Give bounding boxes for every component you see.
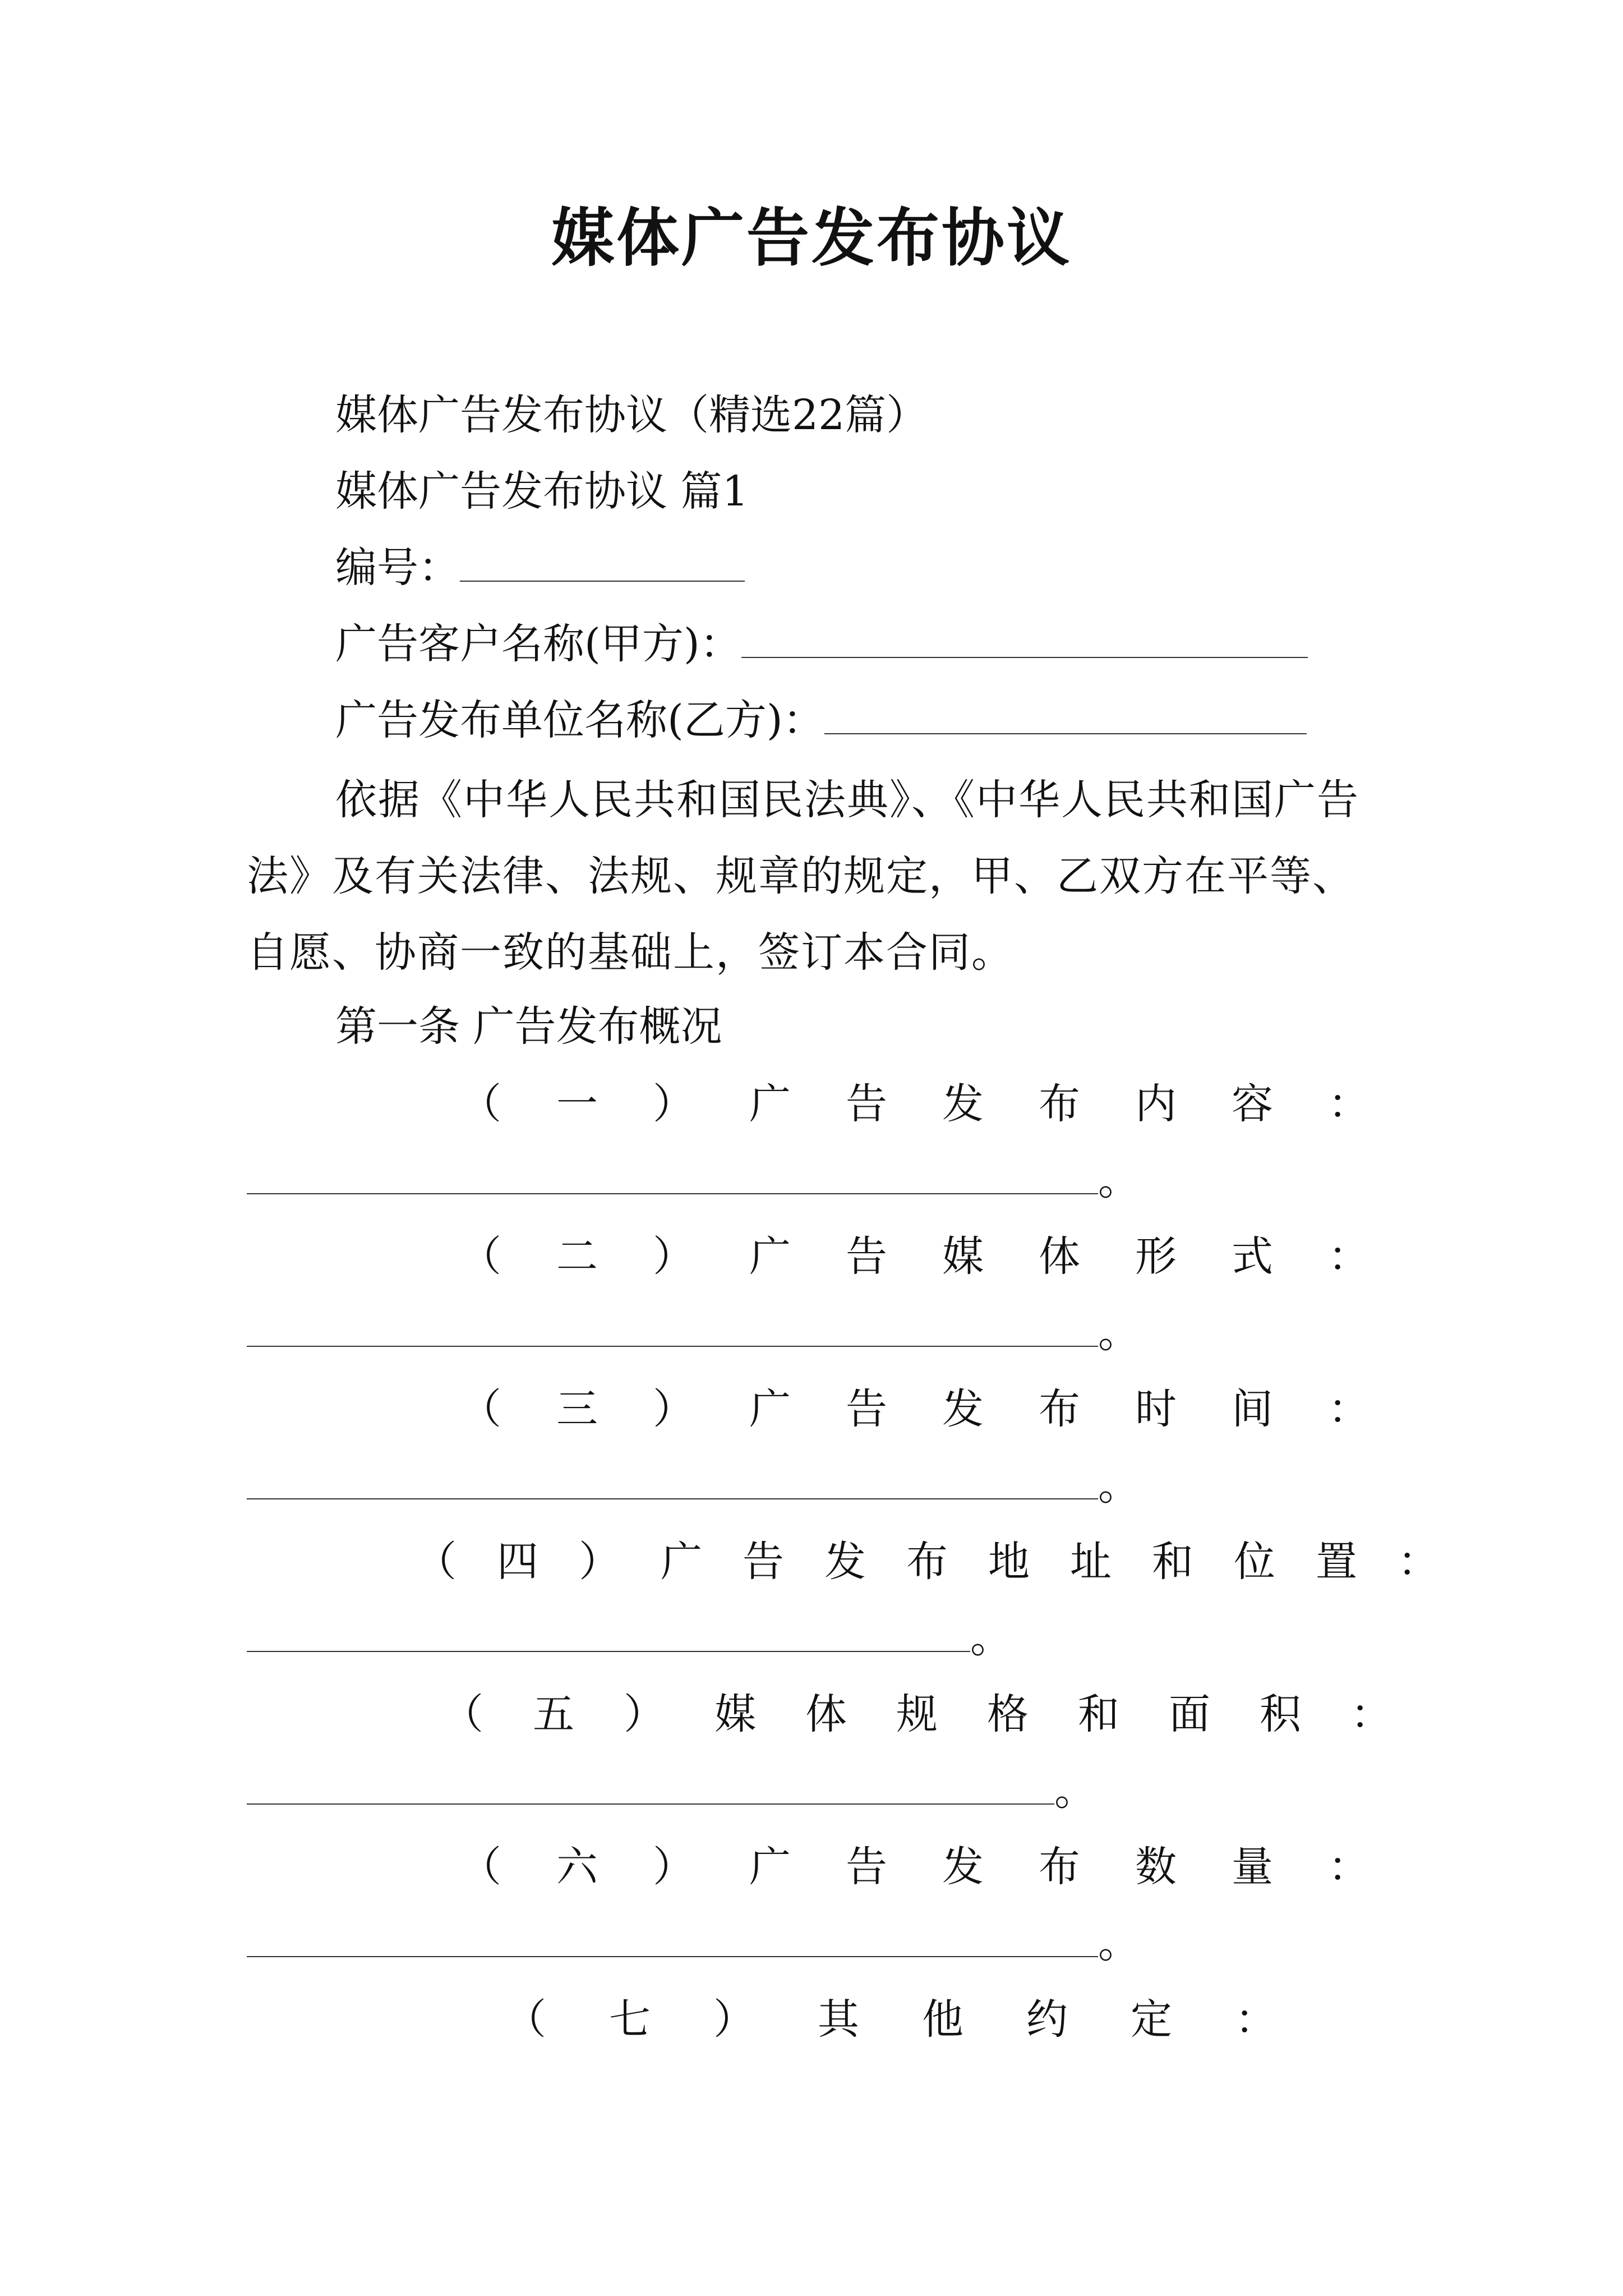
document-subtitle: 媒体广告发布协议（精选22篇） bbox=[335, 391, 928, 439]
article1-heading: 第一条 广告发布概况 bbox=[335, 1002, 722, 1051]
item-3-label: （三）广告发布时间： bbox=[460, 1385, 1424, 1433]
item-2-label: （二）广告媒体形式： bbox=[460, 1232, 1424, 1281]
item-2-period: 。 bbox=[1098, 1309, 1140, 1357]
party-a-blank-line[interactable] bbox=[741, 622, 1308, 658]
item-1-blank-line[interactable] bbox=[247, 1154, 1098, 1194]
number-blank-line[interactable] bbox=[460, 546, 745, 582]
intro-paragraph: 依据《中华人民共和国民法典》、《中华人民共和国广告法》及有关法律、法规、规章的规定，甲、乙双方在平等、自愿、协商一致的基础上，签订本合同。 bbox=[247, 776, 1359, 977]
item-4-fill-row bbox=[247, 1610, 1012, 1666]
item-1-fill-row bbox=[247, 1152, 1140, 1208]
item-2-blank-line[interactable] bbox=[247, 1306, 1098, 1347]
item-6-label: （六）广告发布数量： bbox=[460, 1843, 1424, 1891]
item-1-label: （一）广告发布内容： bbox=[460, 1080, 1424, 1128]
item-2-fill-row bbox=[247, 1305, 1140, 1361]
party-a-row bbox=[335, 616, 1308, 672]
item-7-label: （七）其他约定： bbox=[505, 1995, 1339, 2044]
item-5-fill-row bbox=[247, 1763, 1096, 1819]
item-3-fill-row bbox=[247, 1457, 1140, 1513]
item-4-period: 。 bbox=[970, 1614, 1012, 1662]
item-5-blank-line[interactable] bbox=[247, 1764, 1054, 1805]
number-field-row bbox=[335, 540, 745, 596]
item-3-period: 。 bbox=[1098, 1461, 1140, 1510]
party-b-row bbox=[335, 692, 1307, 748]
party-a-label: 广告客户名称(甲方)： bbox=[335, 620, 741, 668]
item-6-period: 。 bbox=[1098, 1919, 1140, 1967]
item-5-label: （五）媒体规格和面积： bbox=[442, 1690, 1441, 1738]
document-title: 媒体广告发布协议 bbox=[551, 201, 1072, 275]
item-5-period: 。 bbox=[1054, 1766, 1096, 1815]
item-6-blank-line[interactable] bbox=[247, 1917, 1098, 1957]
item-1-period: 。 bbox=[1098, 1156, 1140, 1204]
section-heading: 媒体广告发布协议 篇1 bbox=[335, 467, 749, 516]
item-4-label: （四）广告发布地址和位置： bbox=[415, 1538, 1479, 1586]
number-label: 编号： bbox=[335, 544, 460, 592]
item-4-blank-line[interactable] bbox=[247, 1612, 970, 1652]
item-6-fill-row bbox=[247, 1915, 1140, 1971]
party-b-label: 广告发布单位名称(乙方)： bbox=[335, 696, 824, 744]
party-b-blank-line[interactable] bbox=[824, 698, 1307, 734]
item-3-blank-line[interactable] bbox=[247, 1459, 1098, 1499]
